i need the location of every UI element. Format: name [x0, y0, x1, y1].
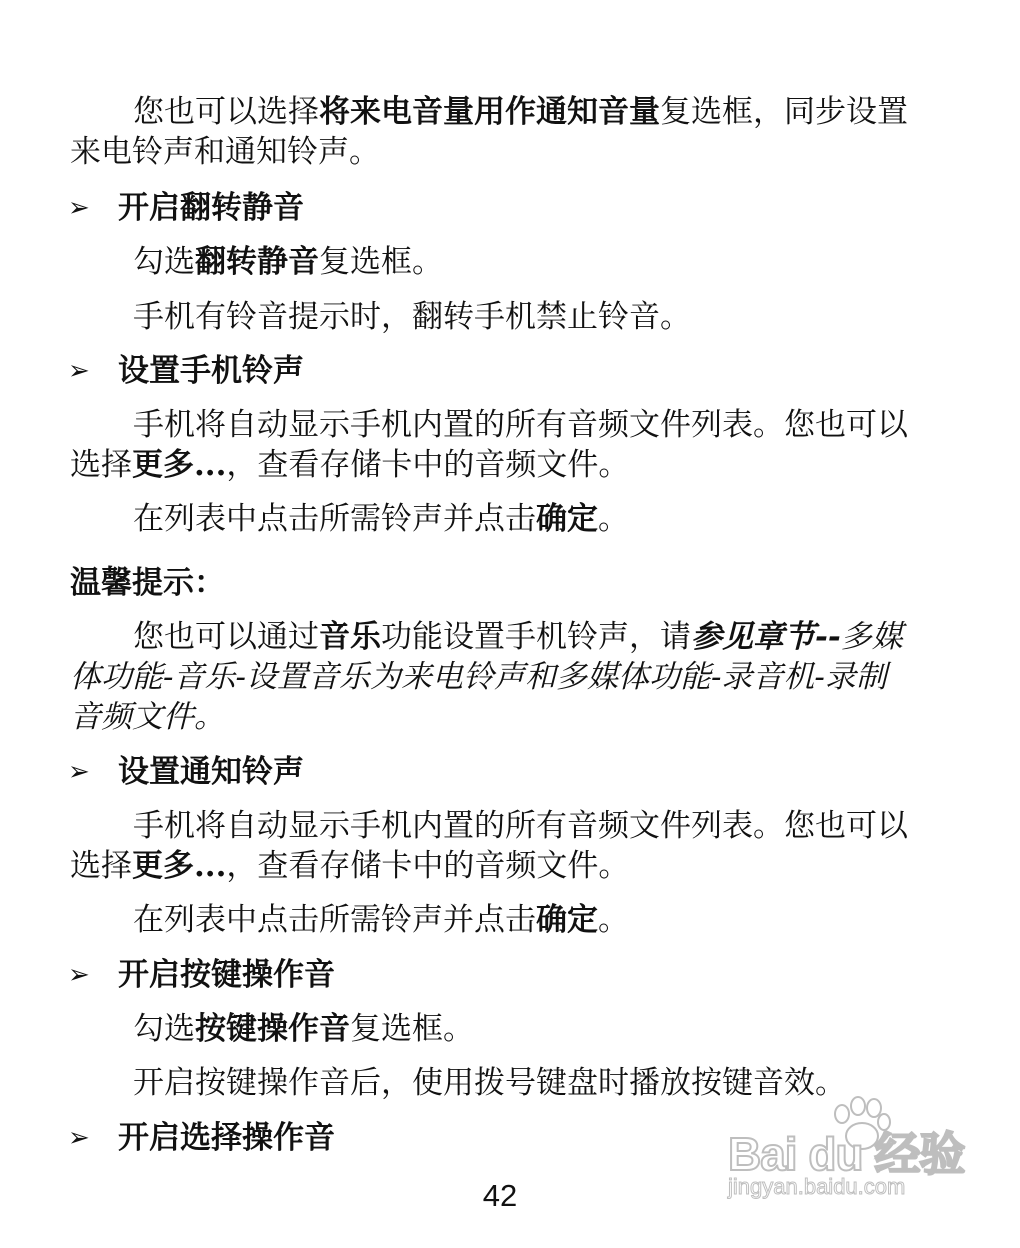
text: ，查看存储卡中的音频文件。	[226, 848, 630, 884]
tip-heading: 温馨提示：	[70, 565, 225, 601]
watermark-logo: Bai du 经验	[728, 1128, 965, 1180]
arrow-bullet-icon: ➢	[68, 193, 90, 223]
arrow-bullet-icon: ➢	[68, 960, 90, 990]
paragraph-line: 开启按键操作音后，使用拨号键盘时播放按键音效。	[133, 1065, 846, 1101]
bold-term: 将来电音量用作通知音量	[319, 94, 660, 130]
text: ，查看存储卡中的音频文件。	[226, 447, 630, 483]
section-heading: 设置手机铃声	[118, 353, 304, 389]
text: 选择	[70, 447, 132, 483]
paragraph-line: 手机将自动显示手机内置的所有音频文件列表。您也可以	[133, 407, 908, 443]
paragraph-line	[133, 242, 1013, 282]
paragraph-line: 手机将自动显示手机内置的所有音频文件列表。您也可以	[133, 808, 908, 844]
text: 勾选	[133, 1011, 195, 1047]
section-heading: 开启翻转静音	[118, 190, 304, 226]
text: 复选框。	[350, 1011, 474, 1047]
reference-text: 体功能-音乐-设置音乐为来电铃声和多媒体功能-录音机-录制	[70, 659, 887, 695]
text: 复选框，同步设置	[660, 94, 908, 130]
paragraph-line	[133, 617, 1013, 657]
bold-term: 确定	[536, 902, 598, 938]
paragraph-line	[70, 445, 950, 485]
text: 。	[598, 501, 629, 537]
watermark-url: jingyan.baidu.com	[728, 1174, 906, 1199]
text: 您也可以通过	[133, 619, 319, 655]
paragraph-line	[133, 900, 1013, 940]
bold-term: 更多...	[132, 447, 227, 483]
paragraph-line	[133, 1009, 1013, 1049]
bold-term: 翻转静音	[195, 244, 319, 280]
bold-term: 音乐	[319, 619, 381, 655]
paragraph-line	[133, 92, 1013, 132]
bold-term: 确定	[536, 501, 598, 537]
text: 来电铃声和通知铃声。	[70, 134, 380, 170]
paragraph-line: 手机有铃音提示时，翻转手机禁止铃音。	[133, 299, 691, 335]
arrow-bullet-icon: ➢	[68, 356, 90, 386]
text: 。	[598, 902, 629, 938]
arrow-bullet-icon: ➢	[68, 757, 90, 787]
text: 在列表中点击所需铃声并点击	[133, 501, 536, 537]
text: 勾选	[133, 244, 195, 280]
bold-term: 按键操作音	[195, 1011, 350, 1047]
text: 选择	[70, 848, 132, 884]
paragraph-line	[70, 132, 950, 172]
page-number: 42	[482, 1178, 518, 1213]
section-heading: 开启按键操作音	[118, 957, 335, 993]
text: 在列表中点击所需铃声并点击	[133, 902, 536, 938]
reference-text: 多媒	[840, 619, 903, 655]
bold-term: 更多...	[132, 848, 227, 884]
paragraph-line	[133, 499, 1013, 539]
section-heading: 开启选择操作音	[118, 1120, 335, 1156]
section-heading: 设置通知铃声	[118, 754, 304, 790]
text: 复选框。	[319, 244, 443, 280]
text: 您也可以选择	[133, 94, 319, 130]
reference-text: 音频文件。	[70, 699, 225, 735]
text: 功能设置手机铃声，请	[381, 619, 691, 655]
paragraph-line	[70, 846, 950, 886]
reference-label: 参见章节--	[691, 619, 841, 655]
arrow-bullet-icon: ➢	[68, 1123, 90, 1153]
